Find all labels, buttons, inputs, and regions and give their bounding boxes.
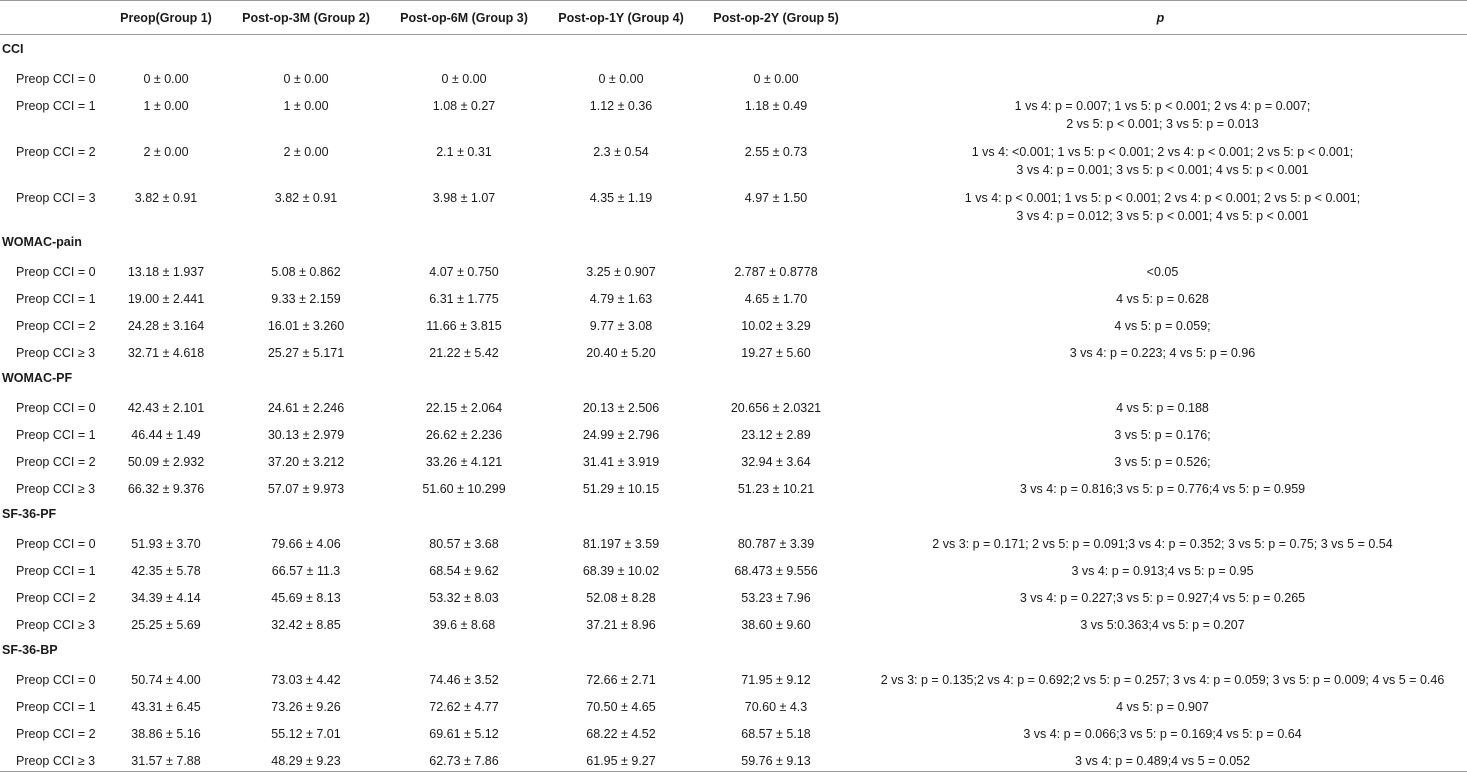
value-cell-group-2: 48.29 ± 9.23	[228, 745, 384, 772]
value-cell-group-1: 1 ± 0.00	[143, 98, 189, 113]
section-header-row	[0, 636, 1467, 664]
value-cell-group-3: 39.6 ± 8.68	[432, 617, 496, 632]
header-group-1: Preop(Group 1)	[104, 1, 228, 35]
p-value-cell	[854, 136, 1467, 182]
value-cell-group-1: 31.57 ± 7.88	[104, 745, 228, 772]
p-value-cell	[854, 419, 1467, 446]
value-cell-group-3: 11.66 ± 3.815	[426, 318, 502, 333]
value-cell-group-2: 45.69 ± 8.13	[271, 590, 341, 605]
table-body	[0, 35, 1467, 772]
table-header-row	[0, 1, 1467, 35]
value-cell-group-3: 4.07 ± 0.750	[429, 264, 499, 279]
table-row	[0, 718, 1467, 745]
value-cell-group-2: 66.57 ± 11.3	[271, 563, 341, 578]
value-cell-group-4: 37.21 ± 8.96	[586, 617, 656, 632]
row-label: Preop CCI = 1	[16, 291, 96, 306]
p-value-line: 4 vs 5: p = 0.907	[1116, 699, 1209, 714]
value-cell-group-3: 72.62 ± 4.77	[429, 699, 499, 714]
row-label: Preop CCI ≥ 3	[16, 617, 96, 632]
p-value-line: 1 vs 4: p = 0.007; 1 vs 5: p < 0.001; 2 vs 4: p = 0.007;	[1014, 98, 1311, 113]
header-group-4: Post-op-1Y (Group 4)	[544, 1, 698, 35]
row-label: Preop CCI = 1	[16, 427, 96, 442]
p-value-line: 3 vs 4: p = 0.227;3 vs 5: p = 0.927;4 vs 5: p = 0.265	[1019, 590, 1306, 605]
p-value-line: 3 vs 4: p = 0.223; 4 vs 5: p = 0.96	[1069, 345, 1256, 360]
p-value-line: 3 vs 4: p = 0.816;3 vs 5: p = 0.776;4 vs 5: p = 0.959	[1019, 481, 1306, 496]
value-cell-group-5: 4.65 ± 1.70	[744, 291, 808, 306]
table-row	[0, 609, 1467, 636]
value-cell-group-1: 43.31 ± 6.45	[131, 699, 201, 714]
table-row	[0, 337, 1467, 364]
value-cell-group-2: 5.08 ± 0.862	[271, 264, 341, 279]
value-cell-group-3: 6.31 ± 1.775	[429, 291, 499, 306]
value-cell-group-2: 73.26 ± 9.26	[271, 699, 341, 714]
value-cell-group-4: 2.3 ± 0.54	[593, 144, 649, 159]
table-row	[0, 136, 1467, 182]
table-row	[0, 528, 1467, 555]
table-row	[0, 473, 1467, 500]
table-row	[0, 392, 1467, 419]
p-value-line: 3 vs 4: p = 0.001; 3 vs 5: p < 0.001; 4 vs 5: p < 0.001	[1016, 162, 1309, 177]
value-cell-group-2: 16.01 ± 3.260	[267, 318, 345, 333]
section-title: SF-36-BP	[2, 642, 58, 657]
value-cell-group-5: 19.27 ± 5.60	[741, 345, 811, 360]
row-label: Preop CCI = 0	[16, 536, 96, 551]
p-value-line: 3 vs 4: p = 0.066;3 vs 5: p = 0.169;4 vs 5: p = 0.64	[1023, 726, 1302, 741]
value-cell-group-3: 0 ± 0.00	[441, 71, 487, 86]
row-label: Preop CCI = 0	[16, 672, 96, 687]
value-cell-group-3: 26.62 ± 2.236	[425, 427, 503, 442]
table-row	[0, 63, 1467, 90]
value-cell-group-5: 51.23 ± 10.21	[737, 481, 815, 496]
p-value-cell	[854, 446, 1467, 473]
value-cell-group-2: 55.12 ± 7.01	[271, 726, 341, 741]
value-cell-group-2: 24.61 ± 2.246	[267, 400, 345, 415]
value-cell-group-4: 31.41 ± 3.919	[582, 454, 660, 469]
value-cell-group-5: 4.97 ± 1.50	[744, 190, 808, 205]
table-row	[0, 664, 1467, 691]
section-title: WOMAC-pain	[2, 234, 82, 249]
p-value-cell	[854, 745, 1467, 772]
p-value-cell	[854, 664, 1467, 691]
value-cell-group-2: 37.20 ± 3.212	[267, 454, 345, 469]
table-row	[0, 256, 1467, 283]
value-cell-group-3: 33.26 ± 4.121	[425, 454, 503, 469]
p-value-cell	[854, 473, 1467, 500]
value-cell-group-3: 74.46 ± 3.52	[429, 672, 499, 687]
table-row	[0, 90, 1467, 136]
p-value-line: 4 vs 5: p = 0.188	[1116, 400, 1209, 415]
header-group-3: Post-op-6M (Group 3)	[384, 1, 544, 35]
value-cell-group-2: 25.27 ± 5.171	[267, 345, 345, 360]
value-cell-group-5: 2.787 ± 0.8778	[734, 264, 818, 279]
value-cell-group-2: 2 ± 0.00	[283, 144, 329, 159]
value-cell-group-5: 70.60 ± 4.3	[744, 699, 808, 714]
row-label: Preop CCI = 0	[16, 400, 96, 415]
value-cell-group-2: 79.66 ± 4.06	[271, 536, 341, 551]
p-value-cell	[854, 283, 1467, 310]
value-cell-group-5: 1.18 ± 0.49	[744, 98, 808, 113]
row-label: Preop CCI ≥ 3	[16, 345, 96, 360]
row-label: Preop CCI = 2	[16, 726, 96, 741]
value-cell-group-4: 9.77 ± 3.08	[589, 318, 653, 333]
value-cell-group-1: 42.43 ± 2.101	[127, 400, 205, 415]
value-cell-group-4: 20.13 ± 2.506	[582, 400, 660, 415]
table-row	[0, 691, 1467, 718]
row-label: Preop CCI ≥ 3	[16, 481, 96, 496]
value-cell-group-5: 23.12 ± 2.89	[741, 427, 811, 442]
row-label: Preop CCI = 1	[16, 563, 96, 578]
p-value-line: 4 vs 5: p = 0.628	[1116, 291, 1209, 306]
header-group-5: Post-op-2Y (Group 5)	[698, 1, 854, 35]
value-cell-group-5: 53.23 ± 7.96	[741, 590, 811, 605]
header-group-2: Post-op-3M (Group 2)	[228, 1, 384, 35]
value-cell-group-5: 32.94 ± 3.64	[741, 454, 811, 469]
value-cell-group-2: 9.33 ± 2.159	[271, 291, 341, 306]
row-label: Preop CCI = 1	[16, 699, 96, 714]
header-p-value: p	[854, 1, 1467, 35]
section-header-row	[0, 364, 1467, 392]
p-value-line: 2 vs 3: p = 0.135;2 vs 4: p = 0.692;2 vs 5: p = 0.257; 3 vs 4: p = 0.059; 3 vs 5: p = 0.009; 4 vs 5 = 0.46	[880, 672, 1445, 687]
value-cell-group-1: 2 ± 0.00	[143, 144, 189, 159]
value-cell-group-4: 20.40 ± 5.20	[586, 345, 656, 360]
p-value-line: 3 vs 4: p = 0.489;4 vs 5 = 0.052	[1074, 753, 1251, 768]
value-cell-group-5: 68.57 ± 5.18	[741, 726, 811, 741]
p-value-line: 2 vs 3: p = 0.171; 2 vs 5: p = 0.091;3 vs 4: p = 0.352; 3 vs 5: p = 0.75; 3 vs 5 = 0.54	[932, 536, 1393, 551]
p-value-cell	[854, 90, 1467, 136]
value-cell-group-1: 3.82 ± 0.91	[134, 190, 198, 205]
value-cell-group-1: 46.44 ± 1.49	[131, 427, 201, 442]
p-value-line: 3 vs 4: p = 0.012; 3 vs 5: p < 0.001; 4 vs 5: p < 0.001	[1016, 208, 1309, 223]
value-cell-group-1: 24.28 ± 3.164	[127, 318, 205, 333]
value-cell-group-4: 24.99 ± 2.796	[582, 427, 660, 442]
p-value-cell	[854, 310, 1467, 337]
value-cell-group-3: 53.32 ± 8.03	[429, 590, 499, 605]
row-label: Preop CCI = 1	[16, 98, 96, 113]
value-cell-group-5: 80.787 ± 3.39	[737, 536, 815, 551]
value-cell-group-5: 0 ± 0.00	[753, 71, 799, 86]
row-label: Preop CCI = 0	[16, 264, 96, 279]
value-cell-group-4: 4.79 ± 1.63	[589, 291, 653, 306]
value-cell-group-5: 71.95 ± 9.12	[741, 672, 811, 687]
p-value-cell	[854, 691, 1467, 718]
table-row	[0, 745, 1467, 772]
value-cell-group-3: 62.73 ± 7.86	[384, 745, 544, 772]
value-cell-group-3: 2.1 ± 0.31	[436, 144, 492, 159]
value-cell-group-2: 1 ± 0.00	[283, 98, 329, 113]
p-value-cell	[854, 256, 1467, 283]
p-value-cell	[854, 392, 1467, 419]
p-value-line: 3 vs 5: p = 0.176;	[1114, 427, 1211, 442]
value-cell-group-2: 3.82 ± 0.91	[274, 190, 338, 205]
p-value-cell	[854, 337, 1467, 364]
p-value-line: <0.05	[1146, 264, 1179, 279]
value-cell-group-1: 0 ± 0.00	[143, 71, 189, 86]
section-title: CCI	[2, 41, 24, 56]
table-row	[0, 419, 1467, 446]
value-cell-group-2: 57.07 ± 9.973	[267, 481, 345, 496]
value-cell-group-5: 59.76 ± 9.13	[698, 745, 854, 772]
value-cell-group-1: 50.09 ± 2.932	[127, 454, 205, 469]
row-label: Preop CCI = 0	[16, 71, 96, 86]
value-cell-group-5: 2.55 ± 0.73	[744, 144, 808, 159]
table-row	[0, 582, 1467, 609]
value-cell-group-1: 19.00 ± 2.441	[127, 291, 205, 306]
value-cell-group-3: 68.54 ± 9.62	[429, 563, 499, 578]
p-value-cell	[854, 555, 1467, 582]
value-cell-group-4: 72.66 ± 2.71	[586, 672, 656, 687]
p-value-line: 1 vs 4: p < 0.001; 1 vs 5: p < 0.001; 2 vs 4: p < 0.001; 2 vs 5: p < 0.001;	[964, 190, 1361, 205]
value-cell-group-4: 70.50 ± 4.65	[586, 699, 656, 714]
row-label: Preop CCI = 2	[16, 144, 96, 159]
value-cell-group-4: 51.29 ± 10.15	[582, 481, 660, 496]
value-cell-group-5: 68.473 ± 9.556	[734, 563, 818, 578]
row-label: Preop CCI = 2	[16, 318, 96, 333]
value-cell-group-4: 81.197 ± 3.59	[582, 536, 660, 551]
row-label: Preop CCI = 3	[16, 190, 96, 205]
value-cell-group-2: 0 ± 0.00	[283, 71, 329, 86]
value-cell-group-3: 1.08 ± 0.27	[432, 98, 496, 113]
value-cell-group-4: 68.22 ± 4.52	[586, 726, 656, 741]
value-cell-group-3: 22.15 ± 2.064	[425, 400, 503, 415]
p-value-cell	[854, 609, 1467, 636]
table-row	[0, 310, 1467, 337]
p-value-line: 3 vs 5: p = 0.526;	[1114, 454, 1211, 469]
value-cell-group-4: 4.35 ± 1.19	[589, 190, 653, 205]
p-value-line: 2 vs 5: p < 0.001; 3 vs 5: p = 0.013	[1066, 116, 1259, 131]
section-title: SF-36-PF	[2, 506, 57, 521]
value-cell-group-3: 69.61 ± 5.12	[429, 726, 499, 741]
table-row	[0, 555, 1467, 582]
value-cell-group-4: 68.39 ± 10.02	[582, 563, 660, 578]
p-value-cell	[854, 63, 1467, 90]
value-cell-group-4: 1.12 ± 0.36	[589, 98, 653, 113]
value-cell-group-4: 52.08 ± 8.28	[586, 590, 656, 605]
row-label: Preop CCI = 2	[16, 454, 96, 469]
p-value-cell	[854, 582, 1467, 609]
table-row	[0, 446, 1467, 473]
section-header-row	[0, 228, 1467, 256]
value-cell-group-5: 20.656 ± 2.0321	[730, 400, 822, 415]
section-header-row	[0, 35, 1467, 63]
value-cell-group-1: 34.39 ± 4.14	[131, 590, 201, 605]
value-cell-group-3: 51.60 ± 10.299	[422, 481, 506, 496]
row-label: Preop CCI ≥ 3	[0, 745, 104, 772]
table-row	[0, 283, 1467, 310]
value-cell-group-1: 51.93 ± 3.70	[131, 536, 201, 551]
value-cell-group-5: 10.02 ± 3.29	[741, 318, 811, 333]
p-value-line: 4 vs 5: p = 0.059;	[1114, 318, 1211, 333]
p-value-cell	[854, 182, 1467, 228]
section-title: WOMAC-PF	[2, 370, 73, 385]
value-cell-group-1: 25.25 ± 5.69	[131, 617, 201, 632]
value-cell-group-3: 80.57 ± 3.68	[429, 536, 499, 551]
p-value-line: 3 vs 4: p = 0.913;4 vs 5: p = 0.95	[1071, 563, 1254, 578]
table-row	[0, 182, 1467, 228]
p-value-line: 1 vs 4: <0.001; 1 vs 5: p < 0.001; 2 vs 4: p < 0.001; 2 vs 5: p < 0.001;	[971, 144, 1354, 159]
value-cell-group-4: 0 ± 0.00	[598, 71, 644, 86]
value-cell-group-1: 50.74 ± 4.00	[131, 672, 201, 687]
value-cell-group-2: 32.42 ± 8.85	[271, 617, 341, 632]
value-cell-group-1: 66.32 ± 9.376	[127, 481, 205, 496]
p-value-cell	[854, 528, 1467, 555]
p-value-line: 3 vs 5:0.363;4 vs 5: p = 0.207	[1080, 617, 1245, 632]
value-cell-group-4: 61.95 ± 9.27	[544, 745, 698, 772]
section-header-row	[0, 500, 1467, 528]
value-cell-group-1: 38.86 ± 5.16	[131, 726, 201, 741]
value-cell-group-3: 3.98 ± 1.07	[432, 190, 496, 205]
value-cell-group-5: 38.60 ± 9.60	[741, 617, 811, 632]
value-cell-group-1: 13.18 ± 1.937	[127, 264, 205, 279]
value-cell-group-1: 42.35 ± 5.78	[131, 563, 201, 578]
value-cell-group-1: 32.71 ± 4.618	[127, 345, 205, 360]
row-label: Preop CCI = 2	[16, 590, 96, 605]
value-cell-group-3: 21.22 ± 5.42	[429, 345, 499, 360]
p-value-cell	[854, 718, 1467, 745]
value-cell-group-2: 30.13 ± 2.979	[267, 427, 345, 442]
header-label-cell	[0, 1, 104, 35]
value-cell-group-2: 73.03 ± 4.42	[271, 672, 341, 687]
value-cell-group-4: 3.25 ± 0.907	[586, 264, 656, 279]
